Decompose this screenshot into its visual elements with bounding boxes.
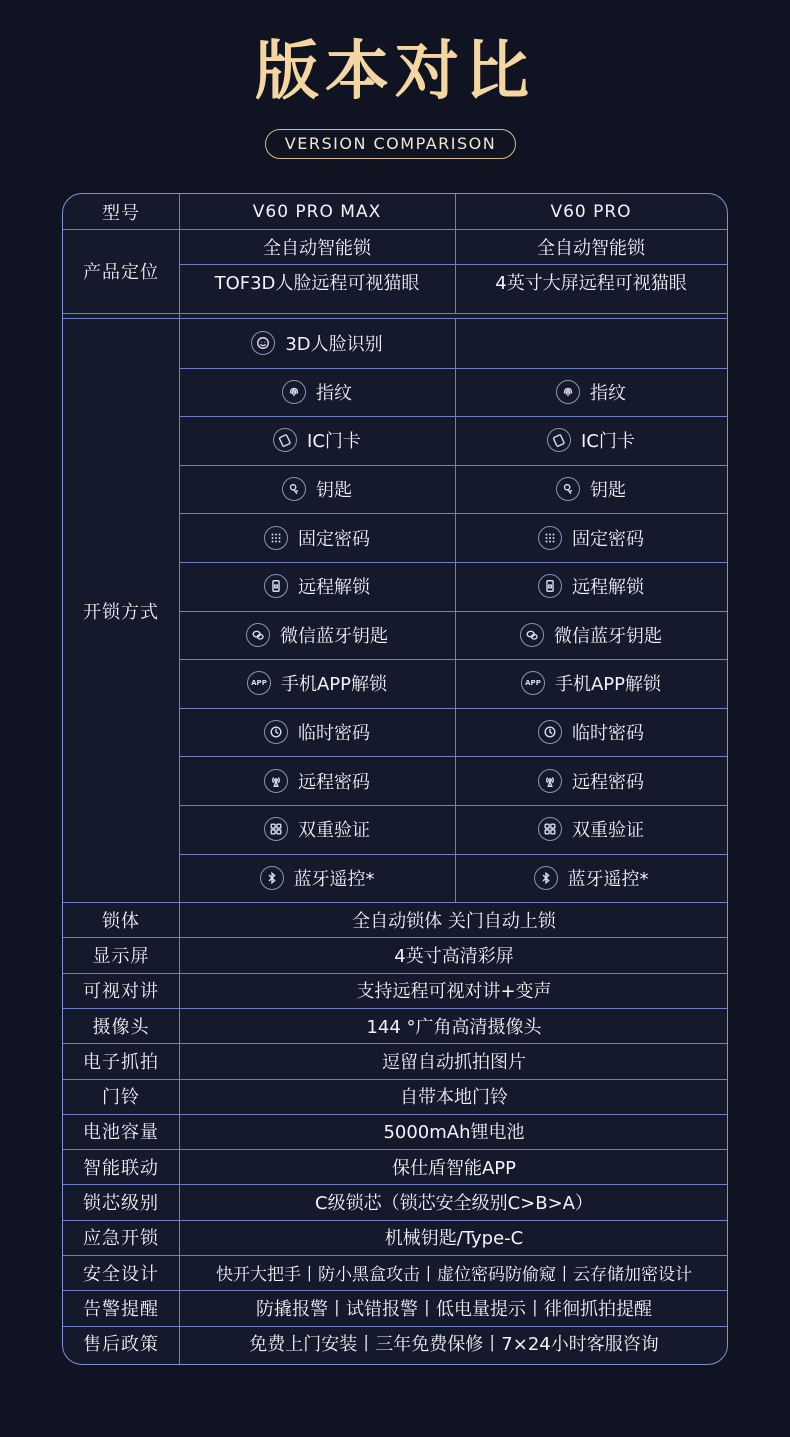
feature-label: IC门卡 (307, 431, 361, 453)
card-icon (273, 428, 297, 452)
wechat-icon (246, 623, 270, 647)
fingerprint-icon (556, 380, 580, 404)
comparison-table (62, 193, 728, 1365)
unlock-a-feature (179, 416, 455, 465)
feature-label: 远程密码 (572, 771, 644, 793)
unlock-a-feature (179, 319, 455, 368)
feature-label: 指纹 (590, 382, 626, 404)
spec-label: 安全设计 (83, 1263, 159, 1285)
positioning-b-line1: 全自动智能锁 (537, 237, 645, 259)
unlock-b-feature (455, 465, 727, 514)
unlock-b-feature (455, 562, 727, 611)
unlock-a-feature (179, 805, 455, 854)
spec-label: 显示屏 (92, 945, 150, 967)
feature-label: 指纹 (316, 382, 352, 404)
spec-label: 电子抓拍 (83, 1051, 159, 1073)
feature-label: 固定密码 (572, 528, 644, 550)
wechat-icon (520, 623, 544, 647)
header-label: 型号 (102, 202, 140, 224)
unlock-b-feature (455, 513, 727, 562)
feature-label: 蓝牙遥控* (293, 868, 375, 890)
temp-password-icon (538, 720, 562, 744)
spec-value: 全自动锁体 关门自动上锁 (352, 910, 556, 932)
spec-value: 保仕盾智能APP (391, 1157, 517, 1179)
feature-label: 手机APP解锁 (554, 674, 662, 696)
keypad-icon (538, 526, 562, 550)
positioning-a-line2: TOF3D人脸远程可视猫眼 (214, 273, 420, 294)
phone-unlock-icon (264, 574, 288, 598)
positioning-label: 产品定位 (83, 262, 159, 283)
spec-value: 免费上门安装丨三年免费保修丨7×24小时客服咨询 (249, 1334, 659, 1356)
unlock-a-feature (179, 465, 455, 514)
spec-value: 逗留自动抓拍图片 (382, 1051, 526, 1073)
page-title: 版本对比 (255, 35, 535, 109)
dual-verify-icon (264, 817, 288, 841)
unlock-a-feature (179, 708, 455, 757)
bluetooth-icon (534, 866, 558, 890)
spec-value: 机械钥匙/Type-C (384, 1228, 524, 1250)
feature-label: 远程解锁 (298, 577, 370, 599)
spec-value: 防撬报警丨试错报警丨低电量提示丨徘徊抓拍提醒 (256, 1298, 652, 1320)
spec-value: 5000mAh锂电池 (383, 1122, 525, 1144)
spec-value: 自带本地门铃 (400, 1087, 508, 1109)
unlock-a-feature (179, 659, 455, 708)
spec-value: C级锁芯（锁芯安全级别C>B>A） (315, 1193, 593, 1215)
model-a-name: V60 PRO MAX (252, 201, 382, 222)
feature-label: 固定密码 (298, 528, 370, 550)
remote-password-icon (264, 769, 288, 793)
remote-password-icon (538, 769, 562, 793)
spec-value: 144 °广角高清摄像头 (366, 1016, 542, 1038)
subtitle-badge: VERSION COMPARISON (265, 129, 516, 159)
spec-label: 告警提醒 (83, 1298, 159, 1320)
spec-value: 4英寸高清彩屏 (394, 945, 514, 967)
unlock-b-feature (455, 659, 727, 708)
positioning-a-line1: 全自动智能锁 (263, 237, 371, 259)
face-icon (251, 331, 275, 355)
feature-label: 远程密码 (298, 771, 370, 793)
keypad-icon (264, 526, 288, 550)
feature-label: 钥匙 (316, 480, 352, 502)
feature-label: IC门卡 (581, 431, 635, 453)
feature-label: 双重验证 (572, 820, 644, 842)
feature-label: 临时密码 (572, 723, 644, 745)
spec-label: 售后政策 (83, 1334, 159, 1356)
unlock-a-feature (179, 854, 455, 903)
feature-label: 蓝牙遥控* (567, 868, 649, 890)
unlock-b-feature (455, 854, 727, 903)
feature-label: 手机APP解锁 (280, 674, 388, 696)
unlock-methods-label: 开锁方式 (83, 601, 159, 623)
unlock-a-feature (179, 368, 455, 417)
unlock-b-feature (455, 416, 727, 465)
feature-label: 钥匙 (590, 480, 626, 502)
spec-label: 锁芯级别 (83, 1193, 159, 1215)
feature-label: 双重验证 (298, 820, 370, 842)
temp-password-icon (264, 720, 288, 744)
spec-label: 锁体 (102, 910, 140, 932)
unlock-b-feature (455, 756, 727, 805)
key-icon (282, 477, 306, 501)
unlock-a-feature (179, 513, 455, 562)
unlock-b-feature (455, 611, 727, 660)
dual-verify-icon (538, 817, 562, 841)
spec-label: 应急开锁 (83, 1228, 159, 1250)
unlock-a-feature (179, 562, 455, 611)
spec-label: 可视对讲 (83, 981, 159, 1003)
app-icon (521, 671, 545, 695)
unlock-b-feature (455, 708, 727, 757)
feature-label: 临时密码 (298, 723, 370, 745)
model-b-name: V60 PRO (550, 201, 632, 222)
spec-value: 支持远程可视对讲+变声 (356, 981, 552, 1003)
unlock-a-feature (179, 611, 455, 660)
bluetooth-icon (260, 866, 284, 890)
app-icon (247, 671, 271, 695)
app-icon-text: APP (525, 679, 541, 688)
app-icon-text: APP (251, 679, 267, 688)
unlock-b-feature (455, 368, 727, 417)
feature-label: 微信蓝牙钥匙 (554, 625, 662, 647)
feature-label: 远程解锁 (572, 577, 644, 599)
spec-value: 快开大把手丨防小黑盒攻击丨虚位密码防偷窥丨云存储加密设计 (216, 1265, 692, 1286)
feature-label: 微信蓝牙钥匙 (280, 625, 388, 647)
spec-label: 门铃 (102, 1087, 140, 1109)
phone-unlock-icon (538, 574, 562, 598)
spec-label: 电池容量 (83, 1122, 159, 1144)
key-icon (556, 477, 580, 501)
spec-label: 智能联动 (83, 1157, 159, 1179)
positioning-b-line2: 4英寸大屏远程可视猫眼 (495, 273, 687, 294)
unlock-b-feature (455, 805, 727, 854)
spec-label: 摄像头 (92, 1016, 150, 1038)
unlock-a-feature (179, 756, 455, 805)
feature-label: 3D人脸识别 (285, 334, 383, 356)
fingerprint-icon (282, 380, 306, 404)
card-icon (547, 428, 571, 452)
